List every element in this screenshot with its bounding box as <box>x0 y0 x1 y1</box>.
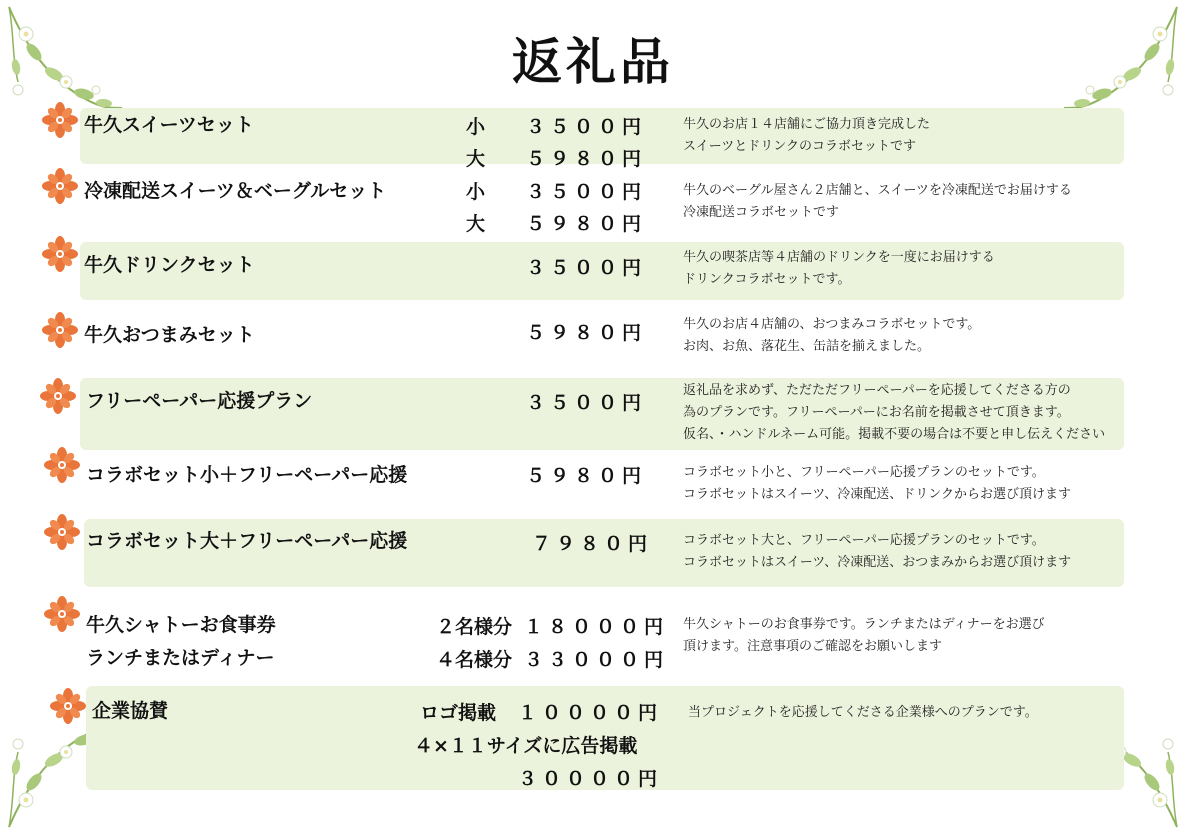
item-description: 牛久のお店４店舗の、おつまみコラボセットです。 お肉、お魚、落花生、缶詰を揃えました。 <box>683 317 981 354</box>
item-name: フリーペーパー応援プラン <box>86 390 313 412</box>
item-name: コラボセット小＋フリーペーパー応援 <box>86 464 408 486</box>
item-size: ４名様分 <box>436 649 513 671</box>
item-price: ５９８０円 <box>526 148 647 170</box>
orange-flower-icon <box>44 447 80 483</box>
item-description: コラボセット小と、フリーペーパー応援プランのセットです。 コラボセットはスイーツ、冷凍配送、ドリンクからお選び頂けます <box>683 465 1072 502</box>
item-name: 牛久スイーツセット <box>84 114 254 136</box>
item-size: 小 <box>466 116 486 138</box>
item-price: ３５００円 <box>526 392 647 414</box>
item-name: 牛久おつまみセット <box>84 324 255 346</box>
orange-flower-icon <box>40 378 76 414</box>
item-name: 牛久ドリンクセット <box>84 254 255 276</box>
item-size: ロゴ掲載 <box>420 702 497 724</box>
item-description: 牛久のお店１４店舗にご協力頂き完成した スイーツとドリンクのコラボセットです <box>683 117 931 154</box>
item-description: 牛久のベーグル屋さん２店舗と、スイーツを冷凍配送でお届けする 冷凍配送コラボセットです <box>683 183 1072 220</box>
orange-flower-icon <box>44 514 80 550</box>
item-price: １００００円 <box>518 702 663 724</box>
item-price: ３５００円 <box>526 116 647 138</box>
item-size: ２名様分 <box>436 616 513 638</box>
item-subname: ランチまたはディナー <box>86 647 275 669</box>
item-name: 冷凍配送スイーツ＆ベーグルセット <box>84 180 387 202</box>
item-size: 大 <box>466 148 486 170</box>
item-price: ３３０００円 <box>524 649 669 671</box>
item-price: １８０００円 <box>524 616 669 638</box>
orange-flower-icon <box>44 596 80 632</box>
item-size: ４×１１サイズに広告掲載 <box>414 735 638 757</box>
item-price: ７９８０円 <box>532 533 653 555</box>
item-price: ３５００円 <box>526 181 647 203</box>
item-description: 返礼品を求めず、ただただフリーペーパーを応援してくださる方の 為のプランです。フリーペーパーにお名前を掲載させて頂きます。 仮名、・ハンドルネーム可能。掲載不要の場合は不要と申し伝えください <box>683 383 1106 442</box>
item-description: 牛久シャトーのお食事券です。ランチまたはディナーをお選び 頂けます。注意事項のご確認をお願いします <box>683 617 1045 654</box>
item-name: 企業協賛 <box>92 700 169 722</box>
item-size: 小 <box>466 181 486 203</box>
item-price: ５９８０円 <box>526 322 647 344</box>
orange-flower-icon <box>42 168 78 204</box>
item-price: ３５００円 <box>526 257 647 279</box>
item-description: 牛久の喫茶店等４店舗のドリンクを一度にお届けする ドリンクコラボセットです。 <box>683 250 995 287</box>
orange-flower-icon <box>50 688 86 724</box>
orange-flower-icon <box>42 312 78 348</box>
item-price: ５９８０円 <box>526 465 647 487</box>
orange-flower-icon <box>42 236 78 272</box>
item-description: 当プロジェクトを応援してくださる企業様へのプランです。 <box>688 705 1038 720</box>
orange-flower-icon <box>42 102 78 138</box>
item-price: ３００００円 <box>518 768 663 790</box>
page-title: 返礼品 <box>512 33 674 91</box>
item-size: 大 <box>466 213 486 235</box>
item-description: コラボセット大と、フリーペーパー応援プランのセットです。 コラボセットはスイーツ、冷凍配送、おつまみからお選び頂けます <box>683 533 1072 570</box>
item-name: 牛久シャトーお食事券 <box>86 614 276 636</box>
item-price: ５９８０円 <box>526 213 647 235</box>
item-name: コラボセット大＋フリーペーパー応援 <box>86 530 408 552</box>
